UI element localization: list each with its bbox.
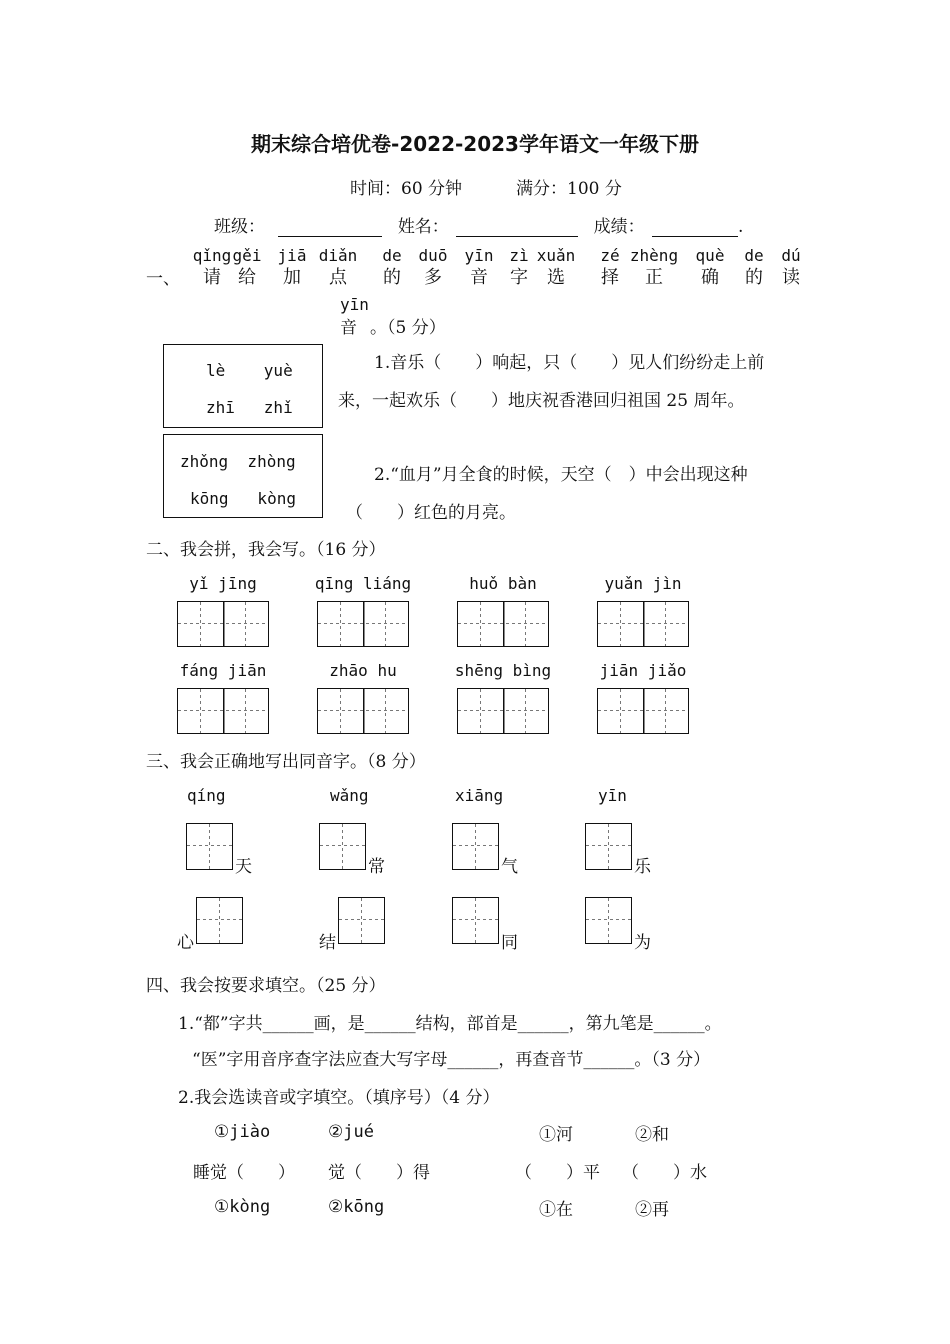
s1-pinyin: zì — [509, 246, 529, 265]
option-zai-again: ②再 — [635, 1200, 669, 1220]
name-label: 姓名： — [397, 217, 449, 237]
option-kong-1: ②kōng — [328, 1197, 385, 1217]
s2-pinyin: zhāo hu — [329, 661, 397, 680]
section-3-heading: 三、我会正确地写出同音字。（8 分） — [146, 752, 426, 772]
s2-pinyin: fáng jiān — [179, 661, 267, 680]
s2-pinyin: shēng bìng — [454, 661, 552, 680]
s2-writing-grid[interactable] — [597, 601, 689, 647]
word-shuijiao: 睡觉（ ） — [193, 1163, 295, 1183]
pinyin-box-1-line-1: lè yuè — [206, 361, 293, 380]
option-he-and: ②和 — [635, 1125, 669, 1145]
page-title: 期末综合培优卷-2022-2023学年语文一年级下册 — [251, 132, 699, 156]
s3-writing-grid[interactable] — [452, 823, 499, 870]
s1-pinyin: duō — [418, 246, 448, 265]
s1-hanzi: 音 — [470, 267, 488, 288]
s1-hanzi: 点 — [329, 267, 347, 288]
s2-pinyin: qīng liáng — [314, 574, 412, 593]
s1-pinyin: zhèng — [629, 246, 679, 265]
s3-pinyin: yīn — [598, 786, 627, 805]
section-1-question-1-line-2: 来，一起欢乐（ ）地庆祝香港回归祖国 25 周年。 — [338, 391, 745, 411]
s1-hanzi: 读 — [782, 267, 800, 288]
s3-writing-grid[interactable] — [338, 897, 385, 944]
s3-writing-grid[interactable] — [186, 823, 233, 870]
s2-pinyin: yuǎn jìn — [604, 574, 682, 593]
option-kong-4: ①kòng — [214, 1197, 271, 1217]
name-field[interactable] — [456, 216, 578, 237]
section-1-question-2-line-1: 2.“血月”月全食的时候，天空（ ）中会出现这种 — [374, 465, 748, 485]
section-1-number: 一、 — [146, 269, 180, 289]
s3-suffix: 气 — [501, 857, 518, 877]
s2-pinyin: huǒ bàn — [469, 574, 537, 593]
s2-writing-grid[interactable] — [317, 688, 409, 734]
s1-hanzi: 正 — [645, 267, 663, 288]
word-juede: 觉（ ）得 — [328, 1163, 430, 1183]
s1-pinyin: gěi — [232, 246, 262, 265]
s1-hanzi: 多 — [424, 267, 442, 288]
s1-pinyin: què — [695, 246, 725, 265]
s3-writing-grid[interactable] — [319, 823, 366, 870]
s3-suffix: 乐 — [634, 857, 651, 877]
student-info-row — [214, 212, 743, 237]
pinyin-box-1 — [163, 344, 323, 428]
s1-hanzi: 给 — [238, 267, 256, 288]
s2-writing-grid[interactable] — [457, 688, 549, 734]
s2-pinyin: yǐ jīng — [189, 574, 257, 593]
s1-pinyin: xuǎn — [536, 246, 576, 265]
s1-pinyin: jiā — [277, 246, 307, 265]
option-jiao: ①jiào — [214, 1122, 271, 1142]
word-ping: （ ）平 — [515, 1163, 600, 1183]
word-shui: （ ）水 — [622, 1163, 707, 1183]
s2-pinyin: jiān jiǎo — [599, 661, 687, 680]
s3-writing-grid[interactable] — [585, 897, 632, 944]
section-4-heading: 四、我会按要求填空。（25 分） — [146, 976, 386, 996]
section-1-question-1-line-1: 1.音乐（ ）响起，只（ ）见人们纷纷走上前 — [374, 353, 765, 373]
s1-hanzi: 的 — [745, 267, 763, 288]
s1-pinyin: diǎn — [318, 246, 358, 265]
s1-pinyin: de — [382, 246, 402, 265]
section-1-question-2-line-2: （ ）红色的月亮。 — [346, 503, 516, 523]
pinyin-box-2-line-2: kōng kòng — [190, 489, 296, 508]
option-zai-at: ①在 — [539, 1200, 573, 1220]
s1-pinyin: qǐng — [192, 246, 232, 265]
s3-pinyin: wǎng — [330, 786, 369, 805]
s3-pinyin: xiāng — [455, 786, 504, 805]
exam-score: 满分：100 分 — [516, 179, 622, 199]
pinyin-box-2 — [163, 434, 323, 518]
s3-suffix: 常 — [368, 857, 385, 877]
s3-pinyin: qíng — [187, 786, 226, 805]
s1-hanzi: 确 — [701, 267, 719, 288]
s1-hanzi: 选 — [547, 267, 565, 288]
s3-writing-grid[interactable] — [452, 897, 499, 944]
pinyin-box-2-line-1: zhǒng zhòng — [180, 452, 296, 471]
s3-prefix: 结 — [319, 933, 336, 953]
class-label: 班级： — [214, 217, 265, 237]
section-1-points: 。（5 分） — [370, 318, 446, 338]
s1-pinyin: yīn — [464, 246, 494, 265]
s3-writing-grid[interactable] — [585, 823, 632, 870]
option-he-river: ①河 — [539, 1125, 573, 1145]
s1-hanzi: 加 — [283, 267, 301, 288]
s1-hanzi: 的 — [383, 267, 401, 288]
info-end: . — [738, 217, 744, 237]
grade-field[interactable] — [652, 216, 738, 237]
exam-time: 时间：60 分钟 — [350, 179, 463, 199]
s2-writing-grid[interactable] — [317, 601, 409, 647]
section-4-question-1-line-2: “医”字用音序查字法应查大写字母______，再查音节______。（3 分） — [192, 1050, 711, 1070]
s3-suffix: 为 — [634, 933, 651, 953]
s1-pinyin: de — [744, 246, 764, 265]
s1-hanzi: 请 — [203, 267, 221, 288]
s1-pinyin: zé — [600, 246, 620, 265]
s1-pinyin: dú — [781, 246, 801, 265]
s2-writing-grid[interactable] — [177, 601, 269, 647]
s3-suffix: 同 — [501, 933, 518, 953]
s3-suffix: 天 — [235, 857, 252, 877]
grade-label: 成绩： — [593, 217, 645, 237]
s1-hanzi: 字 — [510, 267, 528, 288]
section-1-last-pinyin: yīn — [340, 295, 369, 314]
s2-writing-grid[interactable] — [597, 688, 689, 734]
class-field[interactable] — [278, 216, 382, 237]
option-jue: ②jué — [328, 1122, 374, 1142]
section-4-question-1-line-1: 1.“都”字共______画，是______结构，部首是______，第九笔是______。 — [178, 1014, 722, 1034]
section-4-question-2-heading: 2.我会选读音或字填空。（填序号）（4 分） — [178, 1088, 500, 1108]
section-2-heading: 二、我会拼，我会写。（16 分） — [146, 540, 386, 560]
s1-hanzi: 择 — [601, 267, 619, 288]
s2-writing-grid[interactable] — [457, 601, 549, 647]
s3-prefix: 心 — [177, 933, 194, 953]
pinyin-box-1-line-2: zhī zhǐ — [206, 398, 293, 417]
s2-writing-grid[interactable] — [177, 688, 269, 734]
section-1-last-hanzi: 音 — [340, 318, 357, 338]
s3-writing-grid[interactable] — [196, 897, 243, 944]
